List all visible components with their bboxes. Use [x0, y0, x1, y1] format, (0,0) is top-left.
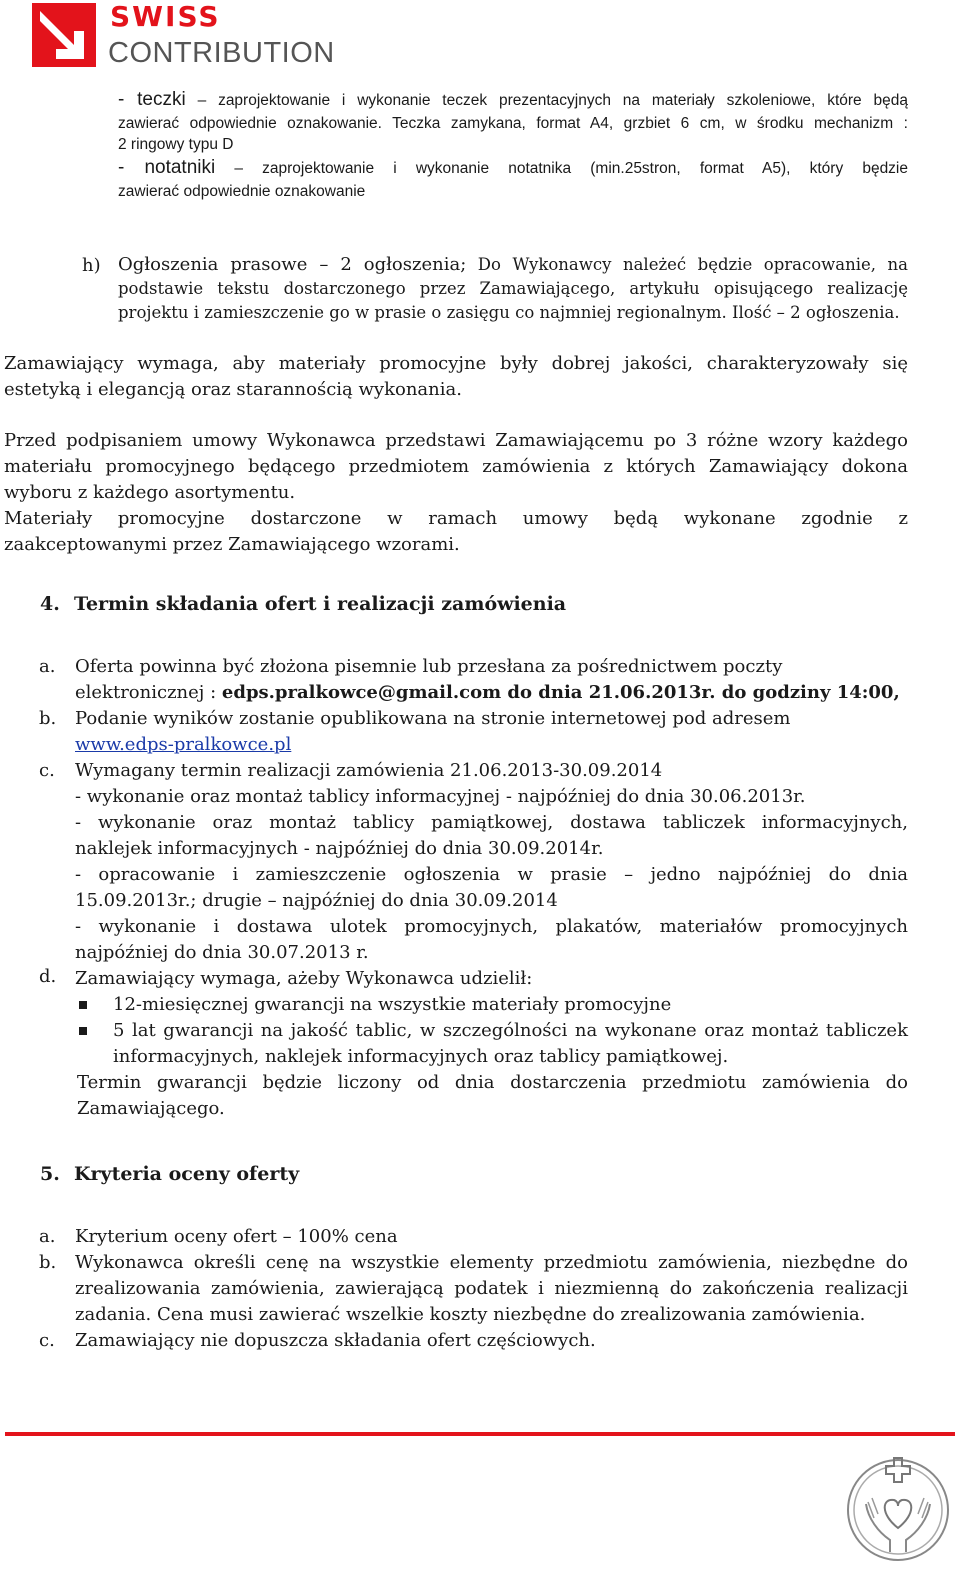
item-a-line1: Oferta powinna być złożona pisemnie lub przesłana za pośrednictwem poczty — [75, 656, 783, 677]
square-bullet-icon — [79, 1001, 87, 1009]
list-marker: h) — [82, 255, 101, 276]
guarantee-note: Termin gwarancji będzie liczony od dnia dostarczenia przedmiotu zamówienia do — [77, 1072, 908, 1093]
section-h-title: Ogłoszenia prasowe – 2 ogłoszenia; — [118, 254, 467, 275]
email-label: elektronicznej : — [75, 682, 222, 703]
item-c-line1: Zamawiający nie dopuszcza składania ofert częściowych. — [75, 1330, 596, 1351]
notatniki-line1 — [118, 156, 908, 181]
swiss-contribution-logo-mark — [32, 3, 96, 67]
item-c-line1: Wymagany termin realizacji zamówienia 21.06.2013-30.09.2014 — [75, 760, 663, 781]
item-a-line1: Kryterium oceny ofert – 100% cena — [75, 1226, 398, 1247]
paragraph-line: Przed podpisaniem umowy Wykonawca przedstawi Zamawiającemu po 3 różne wzory każdego — [4, 430, 908, 451]
item-c-line: - wykonanie oraz montaż tablicy informacyjnej - najpóźniej do dnia 30.06.2013r. — [75, 786, 806, 807]
section-h-line2: podstawie tekstu dostarczonego przez Zamawiającego, artykułu opisującego realizację — [118, 279, 908, 298]
bullet-text: informacyjnych, naklejek informacyjnych oraz tablicy pamiątkowej. — [113, 1046, 729, 1067]
teczki-text: zaprojektowanie i wykonanie teczek prezentacyjnych na materiały szkoleniowe, które będą — [218, 92, 909, 109]
item-b-line: zadania. Cena musi zawierać wszelkie koszty niezbędne do zrealizowania zamówienia. — [75, 1304, 866, 1325]
section-title: Kryteria oceny oferty — [74, 1163, 300, 1185]
guarantee-bullet-1 — [75, 992, 908, 1018]
list-marker: c. — [39, 1330, 55, 1351]
item-d-line1: Zamawiający wymaga, ażeby Wykonawca udzielił: — [75, 968, 533, 989]
section-h-line3: projektu i zamieszczenie go w prasie o zasięgu co najmniej regionalnym. Ilość – 2 ogłoszenia. — [118, 303, 900, 322]
separator: – — [215, 160, 263, 177]
list-marker: a. — [39, 1226, 56, 1247]
item-c-line: naklejek informacyjnych - najpóźniej do dnia 30.09.2014r. — [75, 838, 604, 859]
notatniki-label: notatniki — [144, 157, 216, 178]
list-marker: c. — [39, 760, 55, 781]
list-marker: d. — [39, 966, 57, 987]
section-5-heading — [40, 1163, 300, 1185]
hands-heart-seal-icon — [844, 1448, 952, 1566]
items-list — [118, 88, 908, 203]
section-h-line1 — [118, 253, 908, 277]
section-4-body — [75, 654, 908, 1122]
section-4-heading — [40, 593, 567, 615]
item-b-line1: Podanie wyników zostanie opublikowana na stronie internetowej pod adresem — [75, 708, 791, 729]
paragraph-line: estetyką i elegancją oraz starannością wykonania. — [4, 379, 462, 400]
bullet-text: 5 lat gwarancji na jakość tablic, w szczególności na wykonane oraz montaż tabliczek — [113, 1020, 908, 1041]
notatniki-line2: zawierać odpowiednie oznakowanie — [118, 183, 366, 200]
paragraph-line: Materiały promocyjne dostarczone w ramach umowy będą wykonane zgodnie z — [4, 508, 908, 529]
dash: - — [118, 157, 145, 178]
submission-deadline: do dnia 21.06.2013r. do godziny 14:00, — [501, 682, 900, 703]
item-b-line: Wykonawca określi cenę na wszystkie elementy przedmiotu zamówienia, niezbędne do — [75, 1252, 908, 1273]
notatniki-text: zaprojektowanie i wykonanie notatnika (min.25stron, format A5), który będzie — [262, 160, 908, 177]
dash: - — [118, 89, 138, 110]
paragraph-line: materiału promocyjnego będącego przedmiotem zamówienia z których Zamawiający dokona — [4, 456, 908, 477]
section-h-marker — [82, 253, 101, 279]
item-c-line: - wykonanie oraz montaż tablicy pamiątkowej, dostawa tabliczek informacyjnych, — [75, 812, 908, 833]
list-marker: b. — [39, 708, 57, 729]
item-a-line2 — [75, 680, 908, 706]
paragraph-line: Zamawiający wymaga, aby materiały promocyjne były dobrej jakości, charakteryzowały się — [4, 353, 908, 374]
teczki-line3: 2 ringowy typu D — [118, 136, 234, 153]
footer-divider — [5, 1432, 955, 1436]
guarantee-note: Zamawiającego. — [77, 1098, 225, 1119]
bullet-text: 12-miesięcznej gwarancji na wszystkie materiały promocyjne — [113, 994, 672, 1015]
item-c-line: 15.09.2013r.; drugie – najpóźniej do dnia 30.09.2014 — [75, 890, 558, 911]
teczki-line1 — [118, 88, 908, 113]
guarantee-bullet-2 — [75, 1018, 908, 1070]
separator: – — [185, 92, 219, 109]
paragraph-line: zaakceptowanymi przez Zamawiającego wzorami. — [4, 534, 460, 555]
section-5-body — [75, 1224, 908, 1354]
quality-paragraph — [4, 351, 908, 403]
list-marker: a. — [39, 656, 56, 677]
section-number: 4. — [40, 593, 60, 615]
logo-swiss-text: SWISS — [110, 0, 221, 33]
item-c-line: - opracowanie i zamieszczenie ogłoszenia w prasie – jedno najpóźniej do dnia — [75, 864, 908, 885]
teczki-label: teczki — [137, 89, 186, 110]
samples-paragraph — [4, 428, 908, 558]
section-title: Termin składania ofert i realizacji zamówienia — [74, 593, 567, 615]
contact-email: edps.pralkowce@gmail.com — [221, 682, 502, 703]
section-h-text: Do Wykonawcy należeć będzie opracowanie, na — [477, 255, 908, 274]
website-link[interactable]: www.edps-pralkowce.pl — [75, 734, 292, 755]
item-c-line: najpóźniej do dnia 30.07.2013 r. — [75, 942, 369, 963]
section-h-body — [118, 253, 908, 325]
teczki-line2: zawierać odpowiednie oznakowanie. Teczka zamykana, format A4, grzbiet 6 cm, w środku mechanizm : — [118, 115, 908, 132]
swiss-contribution-logo — [32, 0, 352, 69]
list-marker: b. — [39, 1252, 57, 1273]
logo-contribution-text: CONTRIBUTION — [108, 37, 335, 69]
paragraph-line: wyboru z każdego asortymentu. — [4, 482, 296, 503]
item-b-line: zrealizowania zamówienia, zawierającą podatek i niezmienną do zakończenia realizacji — [75, 1278, 908, 1299]
item-c-line: - wykonanie i dostawa ulotek promocyjnych, plakatów, materiałów promocyjnych — [75, 916, 908, 937]
square-bullet-icon — [79, 1027, 87, 1035]
section-number: 5. — [40, 1163, 60, 1185]
